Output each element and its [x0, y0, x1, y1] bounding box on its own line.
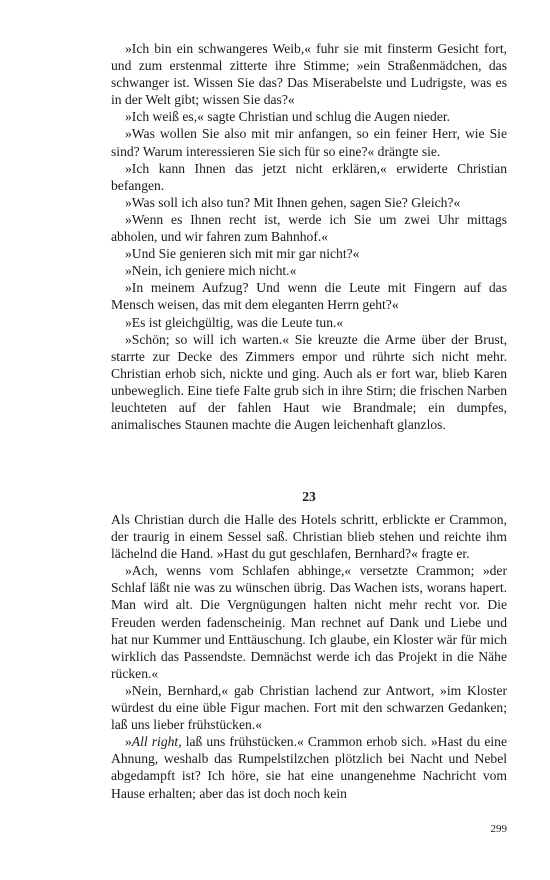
quote-mark: »	[125, 734, 132, 750]
paragraph: »Was wollen Sie also mit mir anfangen, so ein feiner Herr, wie Sie sind? Warum interessieren Sie sich für so eine?« drängte sie.	[111, 126, 507, 159]
page-number: 299	[490, 823, 507, 835]
paragraph: »Ach, wenns vom Schlafen abhinge,« versetzte Crammon; »der Schlaf läßt nie was zu wünschen übrig. Das Wachen ists, worans hapert. Man wird alt. Die Vergnügungen halten nicht mehr recht vor. Die Freuden werden fadenscheinig. Man rechnet auf Dank und Liebe und hat nur Kummer und Enttäuschung. Ich glaube, ein Kloster wär für mich wirklich das Passendste. Demnächst werde ich das Projekt in die Nähe rücken.«	[111, 563, 507, 681]
paragraph: »In meinem Aufzug? Und wenn die Leute mit Fingern auf das Mensch weisen, das mit dem eleganten Herrn geht?«	[111, 280, 507, 313]
paragraph: »Und Sie genieren sich mit mir gar nicht?«	[125, 246, 360, 262]
paragraph: »Nein, ich geniere mich nicht.«	[125, 263, 297, 279]
paragraph: »Schön; so will ich warten.« Sie kreuzte die Arme über der Brust, starrte zur Decke des Zimmers empor und rührte sich nicht mehr. Christian erhob sich, nickte und ging. Auch als er fort war, blieb Karen unbeweglich. Eine tiefe Falte grub sich in ihre Stirn; die frischen Narben leuchteten auf der fahlen Haut wie Brandmale; ein dumpfes, animalisches Staunen machte die Augen leichenhaft glanzlos.	[111, 331, 507, 433]
paragraph: »Nein, Bernhard,« gab Christian lachend zur Antwort, »im Kloster würdest du eine üble Figur machen. Fort mit den schwarzen Gedanken; laß uns lieber frühstücken.«	[111, 682, 507, 733]
paragraph-continuation: laß uns frühstücken.« Crammon erhob sich. »Hast du eine Ahnung, weshalb das Rumpelstilzchen plötzlich bei Nacht und Nebel abgedampft ist? Ich höre, sie hat eine unangenehme Nachricht vom Hause erhalten; aber das ist doch noch kein	[111, 734, 508, 801]
paragraph: »Wenn es Ihnen recht ist, werde ich Sie um zwei Uhr mittags abholen, und wir fahren zum Bahnhof.«	[111, 211, 507, 245]
paragraph: »Ich weiß es,« sagte Christian und schlug die Augen nieder.	[125, 109, 451, 125]
opening-paragraph: Als Christian durch die Halle des Hotels schritt, erblickte er Crammon, der traurig in einem Sessel saß. Christian blieb stehen und reichte ihm lächelnd die Hand. »Hast du gut geschlafen, Bernhard?« fragte er.	[111, 512, 507, 562]
paragraph: »Ich bin ein schwangeres Weib,« fuhr sie mit finsterm Gesicht fort, und zum erstenmal zitterte ihre Stimme; »ein Straßenmädchen, das schwanger ist. Wissen Sie das? Das Miserabelste und Ludrigste, was es in der Welt gibt; wissen Sie das?«	[111, 41, 507, 108]
paragraph: »Ich kann Ihnen das jetzt nicht erklären,« erwiderte Christian befangen.	[111, 160, 507, 193]
paragraph-with-italic	[111, 733, 507, 801]
chapter-number: 23	[302, 489, 316, 504]
chapter-22-ending-text	[111, 40, 507, 433]
italic-phrase: All right,	[131, 734, 182, 750]
chapter-23-text	[111, 511, 507, 802]
paragraph: »Es ist gleichgültig, was die Leute tun.«	[125, 314, 344, 330]
paragraph: »Was soll ich also tun? Mit Ihnen gehen, sagen Sie? Gleich?«	[125, 194, 461, 210]
